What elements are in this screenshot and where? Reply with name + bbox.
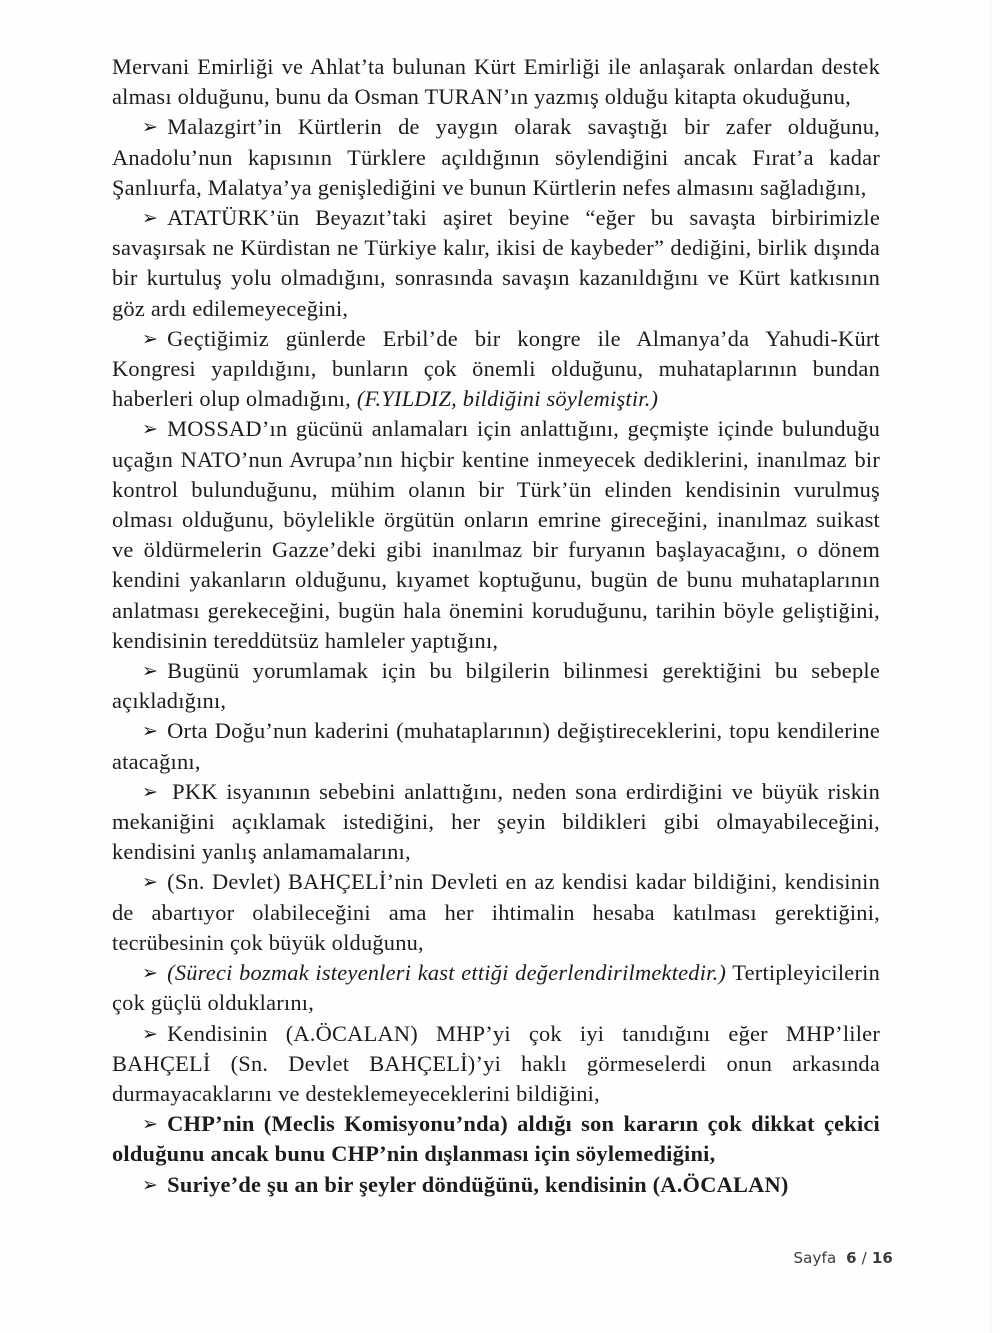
paragraph-text: MOSSAD’ın gücünü anlamaları için anlattığını, geçmişte içinde bulunduğu uçağın NATO’nun Avrupa’nın hiçbir kentine inmeyecek dediklerini, inanılmaz bir kontrol bulunduğunu, mühim olanın bir Türk’ün elinden kendisinin vurulmuş olması olduğunu, böylelikle örgütün onların emrine gireceğini, inanılmaz suikast ve öldürmelerin Gazze’deki gibi inanılmaz bir furyanın başlayacağını, o dönem kendini yakanların olduğunu, kıyamet koptuğunu, bugün de bunu muhataplarının anlatması gerekeceğini, bugün hala önemini koruduğunu, tarihin böyle geliştiğini, kendisinin tereddütsüz hamleler yaptığını, (112, 416, 880, 653)
paragraph-text: PKK isyanının sebebini anlattığını, neden sona erdirdiğini ve büyük riskin mekaniğini açıklamak istediğini, her şeyin bildikleri gibi olmayabileceğini, kendisini yanlış anlamamalarını, (112, 778, 880, 865)
paragraph-text: Bugünü yorumlamak için bu bilgilerin bilinmesi gerektiğini bu sebeple açıkladığını, (112, 658, 880, 714)
paragraph-text: (Sn. Devlet) BAHÇELİ’nin Devleti en az kendisi kadar bildiğini, kendisinin de abartıyor olabileceğini ama her ihtimalin hesaba katılması gerektiğini, tecrübesinin çok büyük olduğunu, (112, 869, 880, 955)
bullet-arrow-icon: ➢ (142, 207, 159, 230)
footer-page-total: 16 (871, 1249, 893, 1267)
bullet-arrow-icon: ➢ (142, 327, 159, 350)
paragraph (112, 656, 880, 716)
bullet-arrow-icon: ➢ (142, 1173, 159, 1196)
paragraph-text: Malazgirt’in Kürtlerin de yaygın olarak savaştığı bir zafer olduğunu, Anadolu’nun kapısının Türklere açıldığının söylendiğini ancak Fırat’a kadar Şanlıurfa, Malatya’ya genişlediğini ve bunun Kürtlerin nefes almasını sağladığını, (112, 114, 880, 200)
bullet-arrow-icon: ➢ (142, 1022, 159, 1045)
paragraph-text: Mervani Emirliği ve Ahlat’ta bulunan Kürt Emirliği ile anlaşarak onlardan destek alması olduğunu, bunu da Osman TURAN’ın yazmış olduğu kitapta okuduğunu, (112, 54, 880, 110)
paragraph (112, 112, 880, 203)
scan-edge-line (990, 0, 991, 1333)
paragraph-text: CHP’nin (Meclis Komisyonu’nda) aldığı son kararın çok dikkat çekici olduğunu ancak bunu CHP’nin dışlanması için söylemediğini, (112, 1111, 880, 1167)
footer-page-number: 6 (846, 1249, 857, 1267)
paragraph-italic-lead: (Süreci bozmak isteyenleri kast ettiği değerlendirilmektedir.) (167, 960, 727, 986)
bullet-arrow-icon: ➢ (142, 1113, 159, 1136)
paragraph-text: Kendisinin (A.ÖCALAN) MHP’yi çok iyi tanıdığını eğer MHP’liler BAHÇELİ (Sn. Devlet BAHÇELİ)’yi haklı görmeselerdi onun arkasında durmayacaklarını ve desteklemeyeceklerini bildiğini, (112, 1020, 880, 1106)
paragraph (112, 1170, 880, 1200)
paragraph (112, 414, 880, 656)
paragraph-text: Orta Doğu’nun kaderini (muhataplarının) değiştireceklerini, topu kendilerine atacağını, (112, 718, 880, 774)
paragraph-text: Tertipleyicilerin çok güçlü olduklarını, (112, 960, 880, 1016)
paragraph (112, 867, 880, 958)
paragraph (112, 1019, 880, 1110)
bullet-arrow-icon: ➢ (142, 418, 159, 441)
paragraph-text: Geçtiğimiz günlerde Erbil’de bir kongre ile Almanya’da Yahudi-Kürt Kongresi yapıldığını, bunların çok önemli olduğunu, muhataplarının bundan haberleri olup olmadığını, (112, 325, 880, 412)
page-footer (0, 1249, 893, 1267)
scan-margin-artifact (991, 0, 1000, 1333)
footer-page-label: Sayfa (793, 1249, 837, 1267)
bullet-arrow-icon: ➢ (142, 871, 159, 894)
document-body (112, 52, 880, 1200)
paragraph (112, 203, 880, 324)
paragraph (112, 716, 880, 776)
bullet-arrow-icon: ➢ (142, 660, 159, 683)
paragraph (112, 324, 880, 415)
paragraph-italic-tail: (F.YILDIZ, bildiğini söylemiştir.) (356, 386, 659, 412)
paragraph (112, 52, 880, 112)
bullet-arrow-icon: ➢ (142, 962, 159, 985)
paragraph-text: Suriye’de şu an bir şeyler döndüğünü, kendisinin (A.ÖCALAN) (167, 1171, 789, 1197)
paragraph (112, 1109, 880, 1169)
bullet-arrow-icon: ➢ (142, 116, 159, 139)
bullet-arrow-icon: ➢ (142, 720, 159, 743)
footer-separator: / (861, 1249, 867, 1267)
paragraph (112, 958, 880, 1018)
paragraph (112, 777, 880, 868)
bullet-arrow-icon: ➢ (142, 780, 159, 803)
paragraph-text: ATATÜRK’ün Beyazıt’taki aşiret beyine “eğer bu savaşta birbirimizle savaşırsak ne Kürdistan ne Türkiye kalır, ikisi de kaybeder” dediğini, birlik dışında bir kurtuluş yolu olmadığını, sonrasında savaşın kazanıldığını ve Kürt katkısının göz ardı edilemeyeceğini, (112, 205, 880, 321)
